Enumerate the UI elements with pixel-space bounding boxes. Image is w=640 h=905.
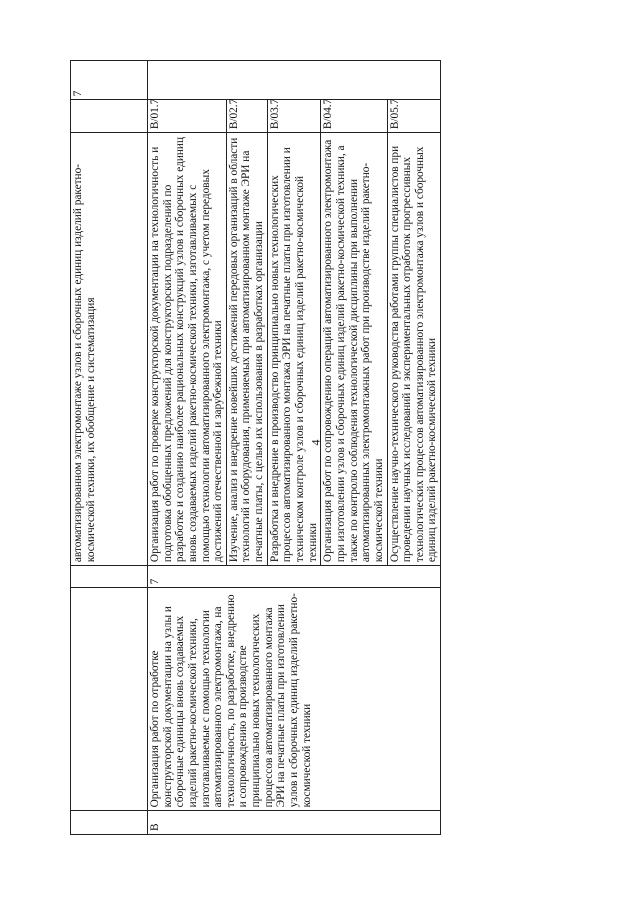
- function-code-cell: B/01.7: [148, 100, 227, 133]
- function-name-cell: Изучение, анализ и внедрение новейших достижений передовых организаций в области технологий и оборудования, применяемых при автоматизированном монтаже ЭРИ на печатные платы, с целью их использования в разработках организации: [226, 133, 267, 566]
- function-name-cell: автоматизированном электромонтаже узлов и сборочных единиц изделий ракетно-космической техники, их обобщение и систематизация: [71, 133, 148, 566]
- table-cell-empty: [71, 588, 148, 811]
- rotated-table-container: [70, 60, 610, 835]
- group-code-cell: B: [148, 811, 441, 835]
- function-name-cell: Разработка и внедрение в производство принципиально новых технологических процессов автоматизированного монтажа ЭРИ на печатные платы при изготовлении и техническом контроле узлов и сборочных единиц изделий ракетно-космической техники: [267, 133, 321, 566]
- function-name-cell: Организация работ по сопровождению операций автоматизированного электромонтажа при изготовлении узлов и сборочных единиц изделий ракетно-космической техники, а также по контролю соблюдения технологической дисциплины при выполнении автоматизированных электромонтажных работ при производстве изделий ракетно-космической техники: [321, 133, 387, 566]
- page-number: 4: [308, 439, 323, 446]
- table-row: [71, 61, 148, 835]
- function-code-cell: B/02.7: [226, 100, 267, 133]
- table-cell-empty: [71, 566, 148, 588]
- function-level-cell: 7: [71, 61, 148, 100]
- table-row: [148, 61, 227, 835]
- function-name-cell: Организация работ по проверке конструкторской документации на технологичность и подготовка обобщенных предложений для конструкторских подразделений по разработке и созданию наиболее рациональных конструкций узлов и сборочных единиц вновь создаваемых изделий ракетно-космической техники, изготавливаемых с помощью технологии автоматизированного электромонтажа, с учетом передовых достижений отечественной и зарубежной техники: [148, 133, 227, 566]
- table-cell-empty: [71, 100, 148, 133]
- table-cell-empty: [148, 61, 441, 100]
- table-cell-empty: [71, 811, 148, 835]
- function-name-cell: Осуществление научно-технического руководства работами группы специалистов при проведении научных исследований и экспериментальных отработок прогрессивных технологических процессов автоматизированного электромонтажа узлов и сборочных единиц изделий ракетно-космической техники: [387, 133, 441, 566]
- function-code-cell: B/03.7: [267, 100, 321, 133]
- function-table: [70, 60, 441, 835]
- group-level-cell: 7: [148, 566, 441, 588]
- group-name-cell: Организация работ по отработке конструкторской документации на узлы и сборочные единицы вновь создаваемых изделий ракетно-космической техники, изготавливаемые с помощью технологии автоматизированного электромонтажа, на технологичность, по разработке, внедрению и сопровождению в производстве принципиально новых технологических процессов автоматизированного монтажа ЭРИ на печатные платы при изготовлении узлов и сборочных единиц изделий ракетно-космической техники: [148, 588, 441, 811]
- function-code-cell: B/05.7: [387, 100, 441, 133]
- function-code-cell: B/04.7: [321, 100, 387, 133]
